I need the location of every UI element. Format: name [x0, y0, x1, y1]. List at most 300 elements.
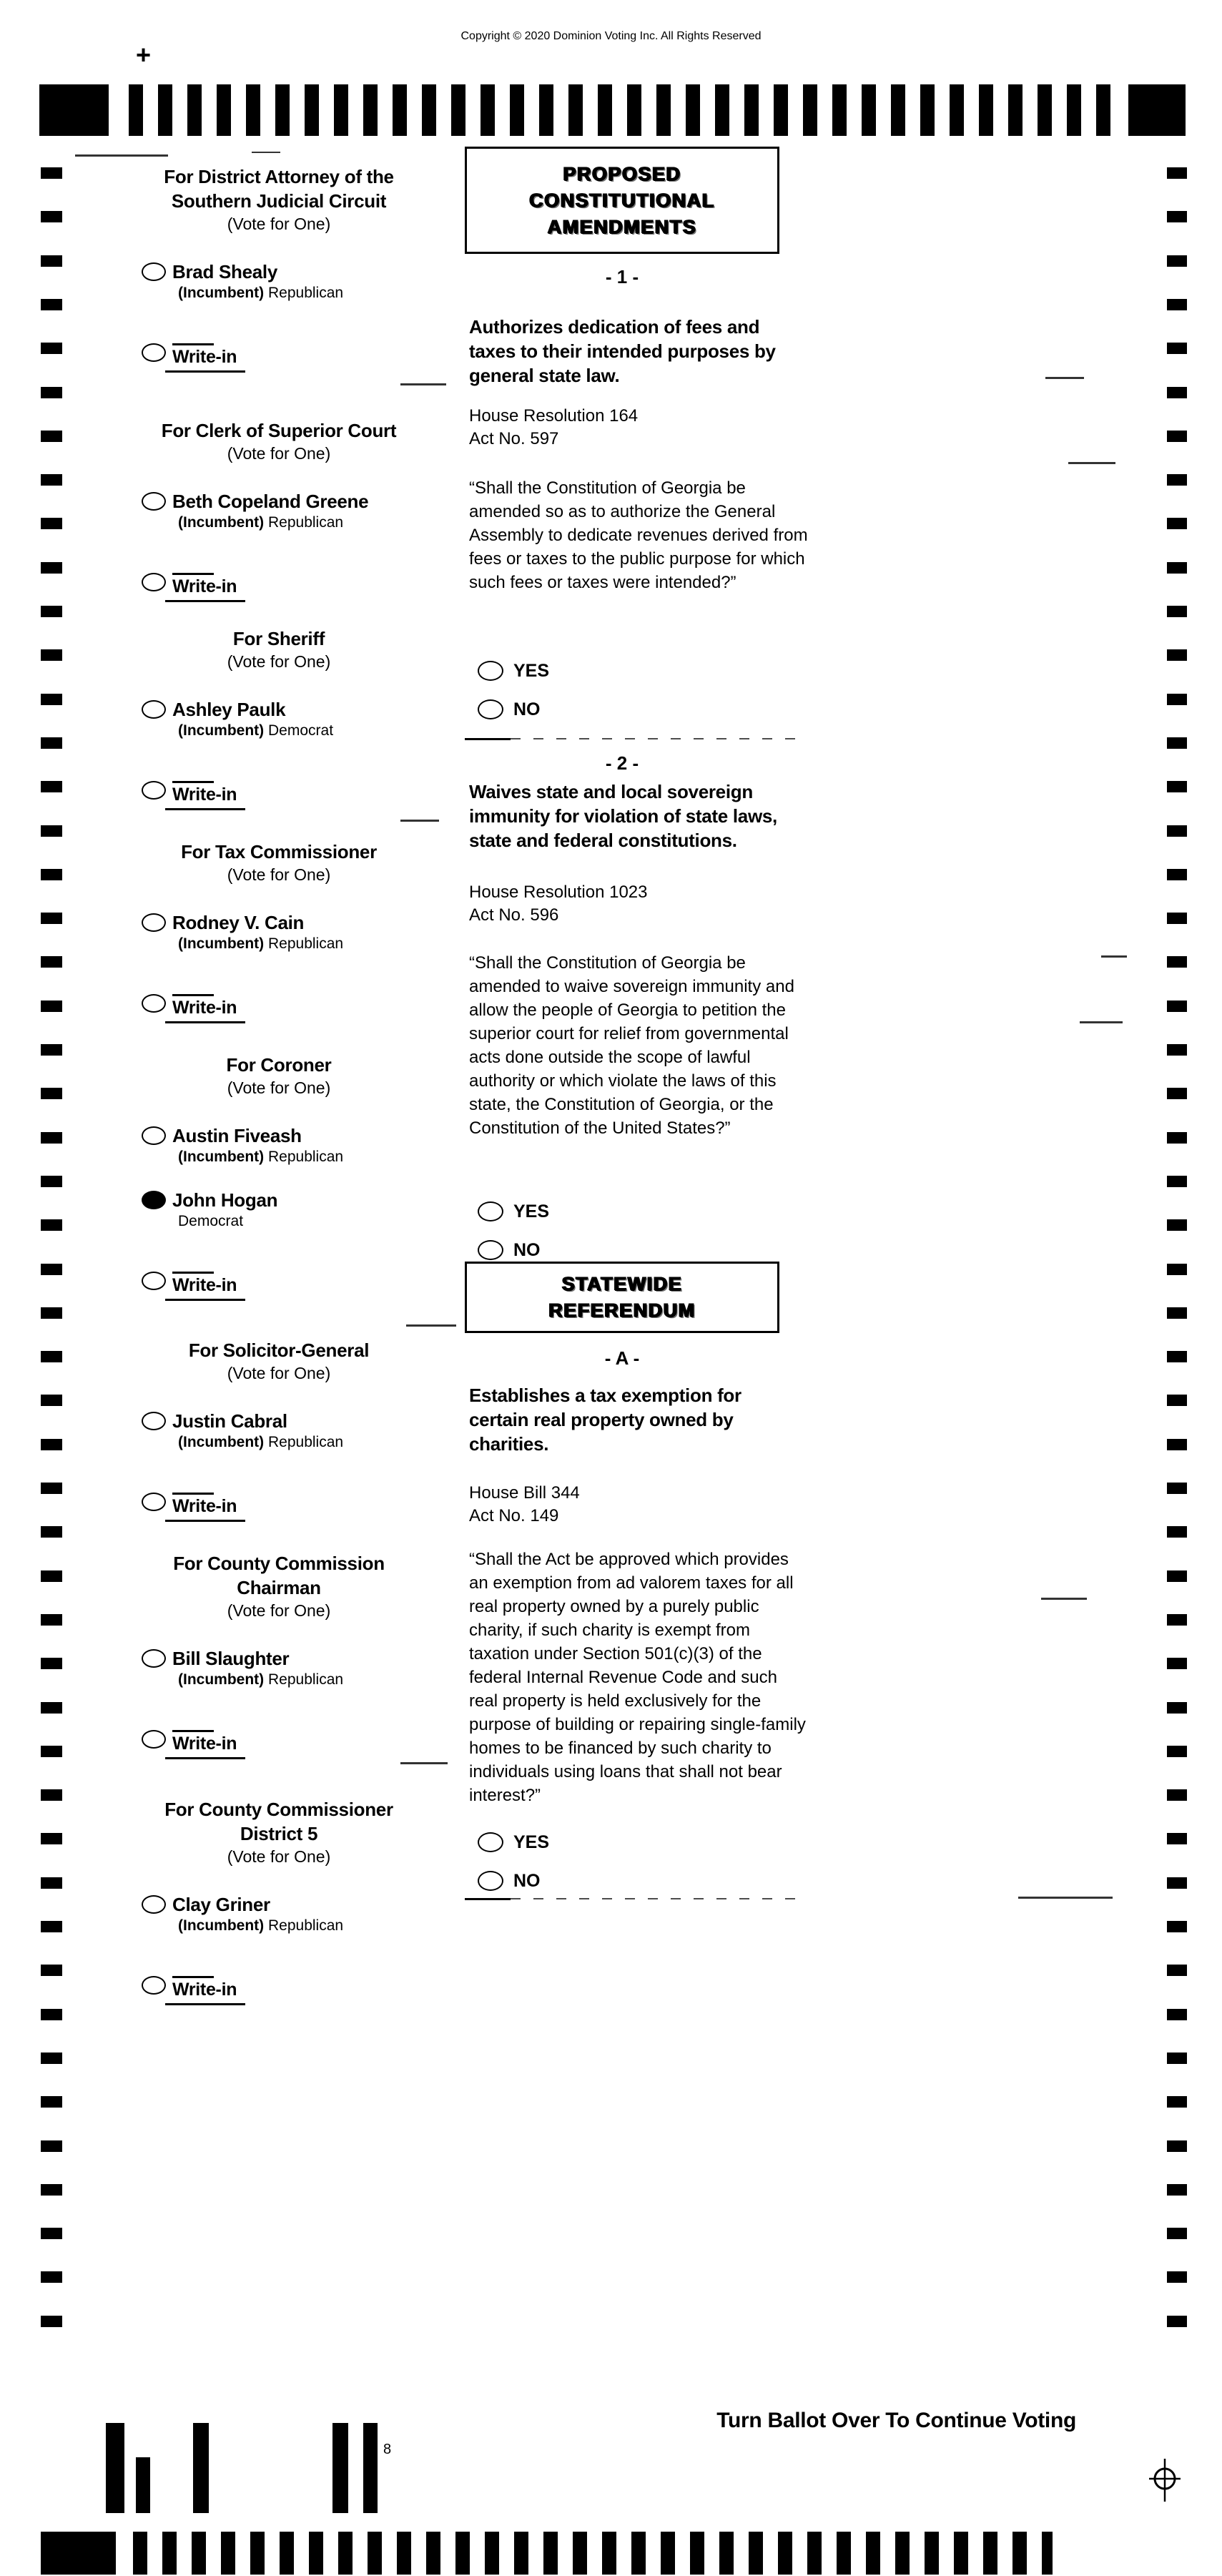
timing-mark-icon	[41, 1088, 62, 1099]
timing-mark-icon	[41, 2316, 62, 2327]
no-option-row	[469, 698, 684, 721]
party-label: Republican	[268, 1434, 344, 1450]
timing-mark-icon	[41, 1307, 62, 1319]
write-in-underline	[165, 1299, 245, 1301]
timing-mark-icon	[41, 2228, 62, 2239]
yes-option-row	[469, 659, 684, 682]
candidate-name: Beth Copeland Greene	[172, 491, 369, 512]
contest-title	[79, 1053, 479, 1077]
measure-summary: Establishes a tax exemption for certain real property owned by charities.	[469, 1385, 741, 1455]
candidate-party-line	[172, 1670, 479, 1690]
timing-mark-icon	[1167, 1351, 1187, 1362]
timing-mark-icon	[41, 1219, 62, 1231]
incumbent-label: (Incumbent)	[178, 722, 265, 739]
scan-noise-dash	[252, 152, 280, 153]
timing-block-icon	[39, 84, 109, 136]
timing-mark-icon	[1167, 1877, 1187, 1889]
timing-mark-icon	[1167, 1526, 1187, 1538]
timing-mark-icon	[1167, 1307, 1187, 1319]
write-in-line[interactable]	[172, 1976, 214, 1978]
scan-noise-dash	[400, 383, 446, 385]
party-label: Republican	[268, 514, 344, 531]
timing-mark-icon	[1167, 1001, 1187, 1012]
candidate-name: Brad Shealy	[172, 261, 277, 282]
candidate-row	[79, 1124, 479, 1167]
contest-7	[79, 1551, 479, 1759]
measure-references	[469, 405, 805, 451]
timing-mark-icon	[41, 1351, 62, 1362]
timing-mark-icon	[1167, 1965, 1187, 1976]
barcode-bar-icon	[193, 2423, 209, 2513]
timing-mark-icon	[41, 2009, 62, 2020]
timing-mark-icon	[41, 2271, 62, 2283]
timing-mark-icon	[1167, 343, 1187, 354]
contest-title-line: For County Commission	[173, 1553, 385, 1574]
scan-noise-dash	[1041, 1598, 1087, 1600]
section-header-line: CONSTITUTIONAL	[529, 189, 715, 211]
timing-mark-icon	[41, 1526, 62, 1538]
no-oval[interactable]	[478, 1240, 503, 1260]
no-label: NO	[513, 1240, 541, 1260]
timing-mark-icon	[41, 913, 62, 924]
timing-mark-icon	[41, 1746, 62, 1757]
timing-mark-icon	[41, 1439, 62, 1450]
candidate-name: Rodney V. Cain	[172, 912, 305, 933]
party-label: Republican	[268, 1917, 344, 1934]
candidate-name: John Hogan	[172, 1189, 278, 1211]
incumbent-label: (Incumbent)	[178, 1917, 265, 1934]
candidate-row	[79, 1647, 479, 1690]
measure-references	[469, 1482, 805, 1528]
yes-label: YES	[513, 1201, 550, 1221]
timing-mark-icon	[41, 1702, 62, 1714]
copyright-line: Copyright © 2020 Dominion Voting Inc. All Rights Reserved	[460, 30, 762, 42]
write-in-label: Write-in	[172, 785, 237, 805]
registration-plus-icon: +	[136, 40, 152, 69]
no-option-row	[469, 1239, 684, 1262]
timing-mark-icon	[1167, 2096, 1187, 2108]
contest-title-line: For District Attorney of the	[164, 166, 394, 187]
timing-mark-icon	[41, 474, 62, 486]
timing-mark-icon	[41, 2184, 62, 2196]
measure-reference-line: Act No. 596	[469, 905, 559, 925]
timing-mark-icon	[1167, 387, 1187, 398]
candidate-party-line	[172, 1211, 479, 1232]
vote-for-instruction: (Vote for One)	[227, 444, 331, 463]
timing-mark-icon	[41, 1614, 62, 1626]
timing-mark-icon	[41, 431, 62, 442]
section-header-line: AMENDMENTS	[547, 215, 697, 237]
barcode-digit: 8	[383, 2442, 392, 2457]
contest-title	[79, 626, 479, 651]
timing-mark-icon	[1167, 1658, 1187, 1669]
timing-mark-icon	[1167, 255, 1187, 267]
write-in-section	[79, 343, 479, 373]
section-divider	[465, 738, 801, 740]
barcode-bar-icon	[106, 2423, 124, 2513]
measure-number: - 2 -	[605, 752, 639, 774]
crosshair-registration-icon	[1148, 2457, 1181, 2507]
contest-title-line: For Sheriff	[232, 628, 325, 649]
contest-title	[79, 1338, 479, 1362]
candidate-party-line	[172, 1916, 479, 1936]
write-in-section	[79, 1272, 479, 1301]
party-label: Democrat	[268, 722, 334, 739]
timing-mark-icon	[41, 956, 62, 968]
incumbent-label: (Incumbent)	[178, 1434, 265, 1450]
timing-mark-icon	[1167, 606, 1187, 617]
timing-mark-icon	[41, 737, 62, 749]
timing-mark-icon	[41, 562, 62, 574]
timing-mark-icon	[41, 2096, 62, 2108]
measure-references	[469, 881, 805, 927]
timing-mark-icon	[1167, 1746, 1187, 1757]
write-in-section	[79, 781, 479, 810]
scan-noise-dash	[1018, 1897, 1113, 1899]
write-in-section	[79, 1493, 479, 1522]
vote-for-instruction: (Vote for One)	[227, 1078, 331, 1097]
write-in-section	[79, 573, 479, 602]
timing-mark-strip-top	[39, 84, 1186, 136]
timing-mark-icon	[41, 1570, 62, 1582]
timing-mark-icon	[1167, 1264, 1187, 1275]
timing-mark-icon	[1167, 1132, 1187, 1144]
barcode-bar-icon	[136, 2457, 150, 2513]
candidate-row	[79, 698, 479, 741]
timing-mark-icon	[41, 1264, 62, 1275]
yes-option-row	[469, 1831, 684, 1854]
timing-mark-icon	[41, 167, 62, 179]
timing-mark-icon	[1167, 2271, 1187, 2283]
timing-mark-icon	[1167, 1702, 1187, 1714]
vote-for-instruction: (Vote for One)	[227, 1601, 331, 1620]
timing-mark-icon	[1167, 518, 1187, 529]
incumbent-label: (Incumbent)	[178, 285, 265, 301]
candidate-name: Ashley Paulk	[172, 699, 286, 720]
timing-bars-icon	[129, 84, 1124, 136]
contest-6	[79, 1338, 479, 1522]
timing-mark-icon	[41, 1395, 62, 1406]
incumbent-label: (Incumbent)	[178, 514, 265, 531]
section-header-line: REFERENDUM	[548, 1299, 696, 1321]
candidate-name: Justin Cabral	[172, 1410, 287, 1432]
contest-title-line: For Clerk of Superior Court	[161, 420, 397, 441]
timing-mark-icon	[1167, 1921, 1187, 1932]
barcode-bar-icon	[332, 2423, 348, 2513]
timing-mark-icon	[1167, 2184, 1187, 2196]
timing-mark-icon	[41, 1132, 62, 1144]
write-in-underline	[165, 808, 245, 810]
contest-2	[79, 418, 479, 602]
timing-mark-icon	[1167, 167, 1187, 179]
party-label: Republican	[268, 285, 344, 301]
write-in-oval[interactable]	[142, 1493, 166, 1511]
timing-mark-icon	[41, 869, 62, 880]
timing-mark-icon	[41, 518, 62, 529]
timing-mark-icon	[41, 1483, 62, 1494]
write-in-label: Write-in	[172, 1734, 237, 1754]
candidate-oval[interactable]	[142, 1412, 166, 1430]
yes-oval[interactable]	[478, 661, 503, 681]
timing-mark-icon	[41, 694, 62, 705]
timing-mark-icon	[1167, 825, 1187, 837]
candidate-party-line	[172, 283, 479, 303]
party-label: Republican	[268, 935, 344, 952]
no-label: NO	[513, 1871, 541, 1891]
turn-ballot-over-text: Turn Ballot Over To Continue Voting	[716, 2409, 1076, 2432]
write-in-underline	[165, 1520, 245, 1522]
scan-noise-dash	[400, 1762, 448, 1764]
yes-option-row	[469, 1200, 684, 1223]
timing-mark-icon	[1167, 1570, 1187, 1582]
timing-mark-icon	[1167, 2140, 1187, 2152]
write-in-label: Write-in	[172, 1980, 237, 2000]
scan-noise-dash	[400, 820, 439, 822]
contest-1	[79, 164, 479, 373]
candidate-row	[79, 490, 479, 533]
candidate-name: Bill Slaughter	[172, 1648, 290, 1669]
measure-reference-line: House Resolution 1023	[469, 883, 648, 902]
write-in-section	[79, 1976, 479, 2005]
timing-mark-icon	[1167, 2009, 1187, 2020]
timing-mark-icon	[41, 299, 62, 310]
contest-3	[79, 626, 479, 810]
scan-noise-dash	[406, 1324, 456, 1327]
measure-number: - A -	[604, 1347, 640, 1369]
timing-mark-icon	[1167, 2228, 1187, 2239]
timing-mark-icon	[1167, 956, 1187, 968]
timing-mark-strip-bottom	[41, 2532, 1053, 2575]
timing-mark-icon	[1167, 299, 1187, 310]
timing-mark-icon	[1167, 1789, 1187, 1801]
candidate-row	[79, 260, 479, 303]
write-in-oval[interactable]	[142, 343, 166, 362]
timing-mark-icon	[1167, 1439, 1187, 1450]
contest-title-line: For Solicitor-General	[188, 1339, 370, 1361]
candidate-row	[79, 911, 479, 954]
timing-mark-icon	[41, 1965, 62, 1976]
timing-mark-icon	[1167, 1483, 1187, 1494]
write-in-oval[interactable]	[142, 1730, 166, 1749]
timing-mark-icon	[1167, 211, 1187, 222]
write-in-line[interactable]	[172, 1493, 214, 1495]
measure-reference-line: House Resolution 164	[469, 406, 639, 426]
contest-5	[79, 1053, 479, 1301]
write-in-oval[interactable]	[142, 781, 166, 800]
write-in-label: Write-in	[172, 998, 237, 1018]
timing-mark-icon	[41, 343, 62, 354]
party-label: Republican	[268, 1149, 344, 1165]
write-in-label: Write-in	[172, 1275, 237, 1295]
yes-label: YES	[513, 1832, 550, 1852]
write-in-line[interactable]	[172, 573, 214, 575]
timing-mark-icon	[1167, 2053, 1187, 2064]
measure-number: - 1 -	[605, 266, 639, 287]
timing-mark-icon	[1167, 1614, 1187, 1626]
scan-noise-dash	[1080, 1021, 1123, 1023]
vote-for-instruction: (Vote for One)	[227, 652, 331, 671]
section-divider	[465, 1898, 801, 1900]
timing-mark-icon	[1167, 474, 1187, 486]
proposed-constitutional-amendments-header	[465, 147, 779, 254]
candidate-party-line	[172, 1147, 479, 1167]
contest-title	[79, 840, 479, 864]
timing-mark-icon	[41, 1176, 62, 1187]
candidate-oval[interactable]	[142, 913, 166, 932]
scan-noise-dash	[75, 154, 168, 157]
vote-for-instruction: (Vote for One)	[227, 865, 331, 884]
write-in-section	[79, 994, 479, 1023]
measure-summary: Waives state and local sovereign immunity for violation of state laws, state and federal constitutions.	[469, 781, 777, 851]
vote-for-instruction: (Vote for One)	[227, 215, 331, 233]
timing-mark-icon	[1167, 1395, 1187, 1406]
contest-title	[79, 418, 479, 443]
vote-for-instruction: (Vote for One)	[227, 1847, 331, 1866]
candidate-name: Austin Fiveash	[172, 1125, 302, 1146]
contest-4	[79, 840, 479, 1023]
write-in-section	[79, 1730, 479, 1759]
write-in-label: Write-in	[172, 576, 237, 596]
timing-mark-icon	[1167, 781, 1187, 792]
scan-noise-dash	[1068, 462, 1115, 464]
candidate-name: Clay Griner	[172, 1894, 270, 1915]
write-in-underline	[165, 1021, 245, 1023]
candidate-oval[interactable]	[142, 492, 166, 511]
timing-mark-icon	[1167, 431, 1187, 442]
timing-mark-icon	[41, 211, 62, 222]
timing-mark-icon	[1167, 913, 1187, 924]
write-in-oval[interactable]	[142, 1976, 166, 1995]
vote-for-instruction: (Vote for One)	[227, 1364, 331, 1382]
statewide-referendum-header	[465, 1262, 779, 1333]
timing-mark-icon	[41, 1658, 62, 1669]
measure-reference-line: Act No. 149	[469, 1506, 559, 1525]
candidate-row	[79, 1893, 479, 1936]
candidate-row	[79, 1410, 479, 1452]
timing-mark-icon	[41, 387, 62, 398]
yes-oval[interactable]	[478, 1201, 503, 1221]
write-in-line[interactable]	[172, 994, 214, 996]
candidate-oval[interactable]	[142, 262, 166, 281]
contest-8	[79, 1797, 479, 2005]
write-in-label: Write-in	[172, 1496, 237, 1516]
contest-title	[79, 1551, 479, 1600]
yes-label: YES	[513, 661, 550, 681]
candidate-oval-filled[interactable]	[142, 1191, 166, 1209]
candidate-row	[79, 1189, 479, 1232]
timing-mark-icon	[1167, 694, 1187, 705]
measure-reference-line: House Bill 344	[469, 1483, 580, 1503]
no-oval[interactable]	[478, 1871, 503, 1891]
measure-question: “Shall the Act be approved which provides an exemption from ad valorem taxes for all real property owned by a purely public charity, if such charity is exempt from taxation under Section 501(c)(3) of the federal Internal Revenue Code and such real property is held exclusively for the purpose of building or repairing single-family homes to be financed by such charity to individuals using loans that shall not bear interest?”	[469, 1550, 806, 1805]
write-in-oval[interactable]	[142, 994, 166, 1013]
write-in-underline	[165, 1757, 245, 1759]
section-header-line: STATEWIDE	[561, 1273, 683, 1294]
timing-mark-icon	[1167, 1833, 1187, 1844]
timing-mark-icon	[1167, 562, 1187, 574]
timing-mark-icon	[1167, 869, 1187, 880]
timing-mark-icon	[1167, 737, 1187, 749]
write-in-line[interactable]	[172, 781, 214, 783]
timing-mark-icon	[41, 1921, 62, 1932]
contest-title-line: Southern Judicial Circuit	[171, 190, 387, 212]
candidate-oval[interactable]	[142, 1649, 166, 1668]
write-in-oval[interactable]	[142, 1272, 166, 1290]
contest-title	[79, 164, 479, 213]
timing-mark-icon	[1167, 2316, 1187, 2327]
timing-mark-icon	[41, 781, 62, 792]
write-in-line[interactable]	[172, 1272, 214, 1274]
write-in-line[interactable]	[172, 1730, 214, 1732]
measure-question: “Shall the Constitution of Georgia be amended so as to authorize the General Assembly to dedicate revenues derived from fees or taxes to the public purpose for which such fees or taxes were intended?”	[469, 478, 808, 592]
measure-question: “Shall the Constitution of Georgia be amended to waive sovereign immunity and allow the people of Georgia to petition the superior court for relief from governmental acts done outside the scope of lawful authority or which violate the laws of this state, the Constitution of Georgia, or the Constitution of the United States?”	[469, 953, 794, 1138]
contest-title-line: For Coroner	[226, 1054, 332, 1076]
timing-mark-icon	[41, 649, 62, 661]
timing-mark-icon	[41, 1044, 62, 1056]
scan-noise-dash	[1101, 955, 1127, 958]
scan-noise-dash	[1045, 377, 1084, 379]
contest-title-line: For County Commissioner	[164, 1799, 393, 1820]
party-label: Republican	[268, 1671, 344, 1688]
incumbent-label: (Incumbent)	[178, 1149, 265, 1165]
candidate-party-line	[172, 1432, 479, 1452]
timing-bars-icon	[133, 2532, 1053, 2575]
party-label: Democrat	[178, 1213, 244, 1229]
timing-mark-icon	[1167, 649, 1187, 661]
timing-mark-icon	[41, 2053, 62, 2064]
timing-mark-icon	[41, 1789, 62, 1801]
timing-mark-icon	[1167, 1176, 1187, 1187]
candidate-oval[interactable]	[142, 700, 166, 719]
incumbent-label: (Incumbent)	[178, 1671, 265, 1688]
no-option-row	[469, 1869, 684, 1892]
contest-title	[79, 1797, 479, 1846]
write-in-oval[interactable]	[142, 573, 166, 591]
barcode-bar-icon	[363, 2423, 378, 2513]
timing-mark-icon	[1167, 1219, 1187, 1231]
timing-block-icon	[1128, 84, 1186, 136]
write-in-underline	[165, 370, 245, 373]
timing-mark-icon	[41, 2140, 62, 2152]
timing-mark-icon	[41, 825, 62, 837]
timing-block-icon	[41, 2532, 116, 2575]
contest-title-line: District 5	[240, 1823, 318, 1844]
timing-mark-icon	[1167, 1088, 1187, 1099]
candidate-party-line	[172, 934, 479, 954]
candidate-oval[interactable]	[142, 1895, 166, 1914]
no-label: NO	[513, 699, 541, 719]
contest-title-line: For Tax Commissioner	[181, 841, 377, 862]
timing-mark-icon	[41, 1001, 62, 1012]
candidate-party-line	[172, 513, 479, 533]
candidate-oval[interactable]	[142, 1126, 166, 1145]
write-in-underline	[165, 600, 245, 602]
contest-title-line: Chairman	[237, 1577, 321, 1598]
write-in-line[interactable]	[172, 343, 214, 345]
measure-reference-line: Act No. 597	[469, 429, 559, 448]
candidate-party-line	[172, 721, 479, 741]
section-header-line: PROPOSED	[563, 162, 681, 185]
timing-mark-icon	[41, 255, 62, 267]
no-oval[interactable]	[478, 699, 503, 719]
write-in-label: Write-in	[172, 347, 237, 367]
timing-mark-icon	[41, 1877, 62, 1889]
incumbent-label: (Incumbent)	[178, 935, 265, 952]
yes-oval[interactable]	[478, 1832, 503, 1852]
timing-mark-icon	[41, 1833, 62, 1844]
timing-mark-icon	[1167, 1044, 1187, 1056]
write-in-underline	[165, 2003, 245, 2005]
